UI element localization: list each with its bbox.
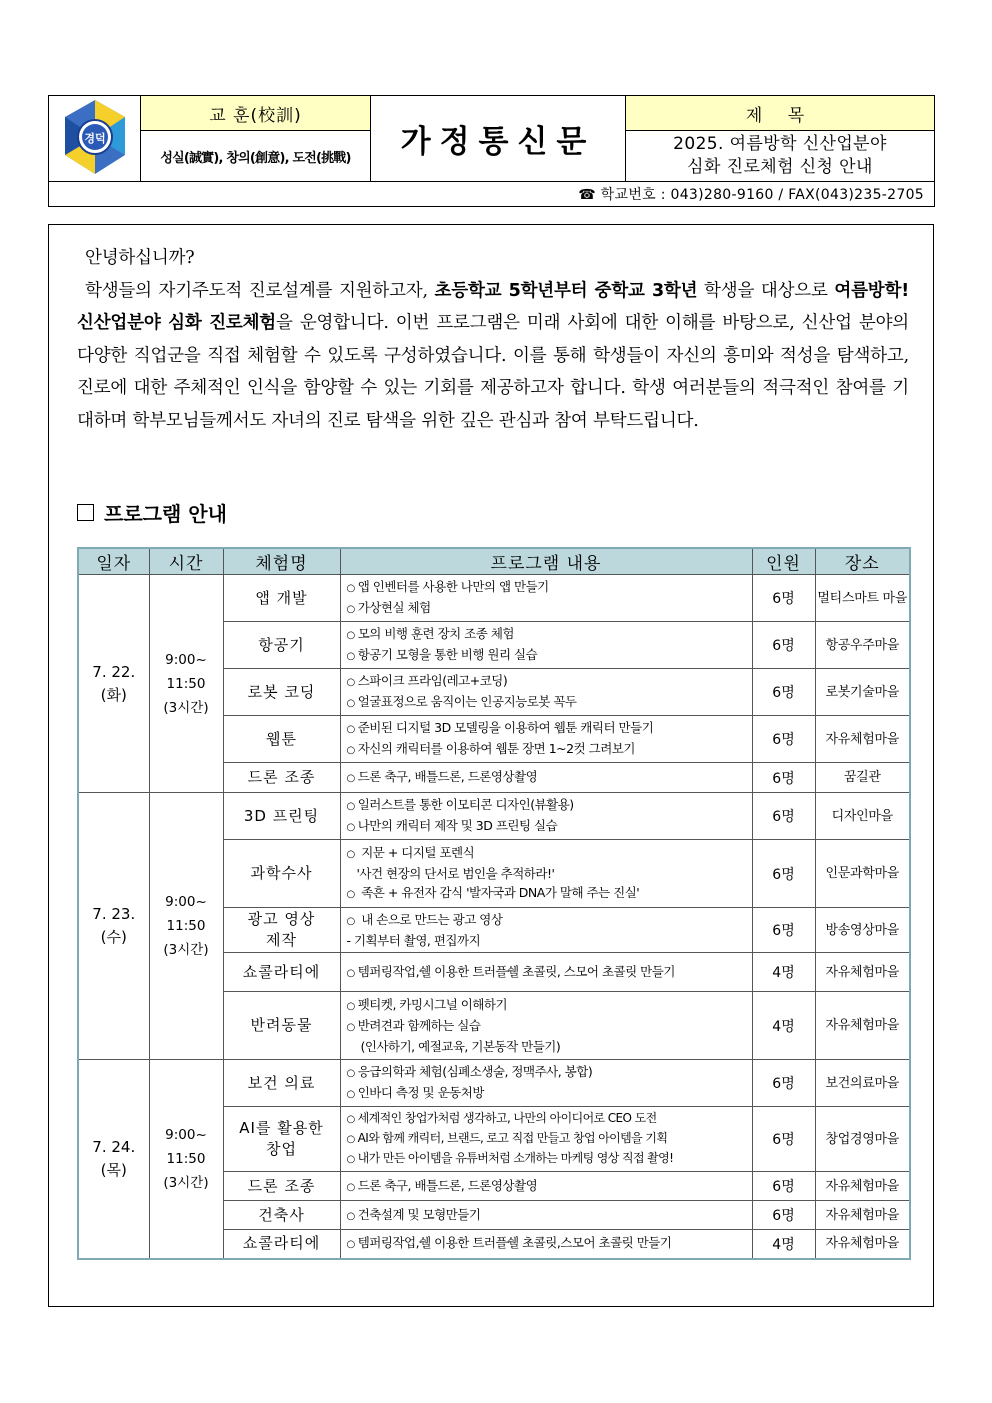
greeting: 안녕하십니까?	[85, 248, 195, 268]
place: 꿈길관	[815, 763, 910, 793]
checkbox-square-icon	[77, 504, 94, 521]
content-line: (인사하기, 예절교육, 기본동작 만들기)	[360, 1039, 561, 1054]
header-date: 일자	[78, 548, 149, 575]
logo-text: 경덕	[83, 131, 106, 145]
weekday: (목)	[100, 1160, 127, 1179]
place: 디자인마을	[815, 793, 910, 840]
capacity: 6명	[752, 763, 815, 793]
intro-bold-program: 여름방학! 신산업분야 심화 진로체험	[77, 280, 909, 333]
table-header-row	[78, 548, 910, 575]
place: 방송영상마을	[815, 908, 910, 953]
header	[48, 95, 934, 211]
content-line: 응급의학과 체험(심폐소생술, 정맥주사, 봉합)	[357, 1064, 593, 1079]
program-name-line: 창업	[266, 1140, 297, 1158]
program-table	[77, 547, 911, 1260]
program-content: ○ 펫티켓, 카밍시그널 이해하기 ○ 반려견과 함께하는 실습 (인사하기, 예절교육, 기본동작 만들기)	[340, 992, 752, 1060]
content-line: 드론 축구, 배틀드론, 드론영상촬영	[357, 769, 538, 784]
capacity: 6명	[752, 1060, 815, 1107]
place: 자유체험마을	[815, 992, 910, 1060]
capacity: 6명	[752, 669, 815, 716]
program-content: ○ 드론 축구, 배틀드론, 드론영상촬영	[340, 763, 752, 793]
program-name-line: 제작	[266, 931, 297, 949]
program-content: ○ 일러스트를 통한 이모티콘 디자인(뷰활용) ○ 나만의 캐릭터 제작 및 3D 프린팅 실습	[340, 793, 752, 840]
program-name: 웹툰	[223, 716, 340, 763]
time-start: 9:00~	[165, 894, 207, 910]
school-logo	[49, 96, 141, 182]
table-row	[78, 793, 910, 840]
content-line: AI와 함께 캐릭터, 브랜드, 로고 직접 만들고 창업 아이템을 기획	[357, 1131, 668, 1145]
table-row	[78, 575, 910, 622]
motto-title: 교 훈(校訓)	[141, 96, 371, 131]
school-phone	[49, 182, 935, 207]
program-name: 보건 의료	[223, 1060, 340, 1107]
place: 자유체험마을	[815, 953, 910, 992]
day-cell	[78, 793, 149, 1060]
program-content: ○ 지문 + 디지털 포렌식 '사건 현장의 단서로 범인을 추적하라!' ○ 족흔 + 유전자 감식 '발자국과 DNA가 말해 주는 진실'	[340, 840, 752, 908]
capacity: 4명	[752, 953, 815, 992]
content-line: '사건 현장의 단서로 범인을 추적하라!'	[356, 866, 555, 881]
time-end: 11:50	[166, 1150, 206, 1167]
capacity: 6명	[752, 622, 815, 669]
content-line: 지문 + 디지털 포렌식	[357, 845, 475, 860]
program-content: ○ 준비된 디지털 3D 모델링을 이용하여 웹툰 캐릭터 만들기 ○ 자신의 캐릭터를 이용하여 웹툰 장면 1~2컷 그려보기	[340, 716, 752, 763]
capacity: 6명	[752, 575, 815, 622]
date: 7. 23.	[92, 905, 136, 923]
capacity: 4명	[752, 1230, 815, 1259]
program-content: ○ 스파이크 프라임(레고+코딩) ○ 얼굴표정으로 움직이는 인공지능로봇 꼭두	[340, 669, 752, 716]
table-row	[78, 1060, 910, 1107]
content-line: 준비된 디지털 3D 모델링을 이용하여 웹툰 캐릭터 만들기	[357, 720, 654, 735]
capacity: 6명	[752, 1201, 815, 1230]
content-line: 스파이크 프라임(레고+코딩)	[357, 673, 508, 688]
content-line: 드론 축구, 배틀드론, 드론영상촬영	[357, 1177, 538, 1193]
date: 7. 24.	[92, 1137, 136, 1156]
time-duration: (3시간)	[163, 699, 209, 716]
section-heading	[77, 498, 227, 527]
time-cell	[149, 1060, 223, 1259]
program-name: 드론 조종	[223, 763, 340, 793]
capacity: 6명	[752, 908, 815, 953]
capacity: 6명	[752, 793, 815, 840]
place: 자유체험마을	[815, 1172, 910, 1201]
capacity: 6명	[752, 1107, 815, 1172]
intro-text-2: 학생을 대상으로	[697, 280, 835, 301]
content-line: 족흔 + 유전자 감식 '발자국과 DNA가 말해 주는 진실'	[357, 885, 640, 900]
program-name: 드론 조종	[223, 1172, 340, 1201]
school-logo-icon	[61, 98, 129, 176]
time-cell	[149, 575, 223, 793]
time-start: 9:00~	[165, 1126, 207, 1143]
program-name: 과학수사	[223, 840, 340, 908]
program-content: ○ 템퍼링작업,쉘 이용한 트러플쉘 초콜릿, 스모어 초콜릿 만들기	[340, 953, 752, 992]
intro-text-1: 학생들의 자기주도적 진로설계를 지원하고자,	[85, 280, 435, 301]
content-line: 모의 비행 훈련 장치 조종 체험	[357, 626, 515, 641]
program-content: ○ 템퍼링작업,쉘 이용한 트러플쉘 초콜릿,스모어 초콜릿 만들기	[340, 1230, 752, 1259]
day-cell	[78, 575, 149, 793]
capacity: 6명	[752, 716, 815, 763]
program-name: 쇼콜라티에	[223, 1230, 340, 1259]
letter-body	[48, 224, 934, 1307]
content-line: 반려견과 함께하는 실습	[357, 1018, 481, 1033]
time-start: 9:00~	[165, 651, 207, 668]
header-place: 장소	[815, 548, 910, 575]
place: 항공우주마을	[815, 622, 910, 669]
content-line: 인바디 측정 및 운동처방	[357, 1085, 484, 1100]
header-content: 프로그램 내용	[340, 548, 752, 575]
place: 창업경영마을	[815, 1107, 910, 1172]
content-line: 펫티켓, 카밍시그널 이해하기	[357, 997, 508, 1012]
program-name: 항공기	[223, 622, 340, 669]
program-content: ○ 내 손으로 만드는 광고 영상 - 기획부터 촬영, 편집까지	[340, 908, 752, 953]
intro-bold-target: 초등학교 5학년부터 중학교 3학년	[434, 280, 698, 301]
subject-title: 제 목	[626, 96, 935, 131]
program-name: 쇼콜라티에	[223, 953, 340, 992]
program-content: ○ 앱 인벤터를 사용한 나만의 앱 만들기 ○ 가상현실 체험	[340, 575, 752, 622]
section-title: 프로그램 안내	[104, 502, 227, 526]
header-count: 인원	[752, 548, 815, 575]
place: 자유체험마을	[815, 716, 910, 763]
day-cell	[78, 1060, 149, 1259]
time-end: 11:50	[166, 918, 206, 934]
content-line: 세계적인 창업가처럼 생각하고, 나만의 아이디어로 CEO 도전	[357, 1111, 657, 1125]
content-line: - 기획부터 촬영, 편집까지	[346, 933, 481, 948]
time-end: 11:50	[166, 675, 206, 692]
intro-text-3: 을 운영합니다. 이번 프로그램은 미래 사회에 대한 이해를 바탕으로, 신산업 분야의 다양한 직업군을 직접 체험할 수 있도록 구성하였습니다. 이를 통해 학생들이 자신의 흥미와 적성을 탐색하고, 진로에 대한 주체적인 인식을 함양할 수 있는 기회를 제공하고자 합니다. 학생 여러분들의 적극적인 참여를 기대하며 학부모님들께서도 자녀의 진로 탐색을 위한 깊은 관심과 참여 부탁드립니다.	[77, 313, 909, 431]
place: 자유체험마을	[815, 1230, 910, 1259]
content-line: 나만의 캐릭터 제작 및 3D 프린팅 실습	[357, 818, 558, 833]
time-duration: (3시간)	[163, 1174, 209, 1191]
program-name: 앱 개발	[223, 575, 340, 622]
program-content: ○ 드론 축구, 배틀드론, 드론영상촬영	[340, 1172, 752, 1201]
program-content: ○ 모의 비행 훈련 장치 조종 체험 ○ 항공기 모형을 통한 비행 원리 실습	[340, 622, 752, 669]
capacity: 6명	[752, 1172, 815, 1201]
intro-text	[77, 242, 909, 437]
place: 보건의료마을	[815, 1060, 910, 1107]
content-line: 가상현실 체험	[357, 600, 431, 615]
date: 7. 22.	[92, 662, 136, 681]
content-line: 항공기 모형을 통한 비행 원리 실습	[357, 647, 538, 662]
content-line: 내가 만든 아이템을 유튜버처럼 소개하는 마케팅 영상 직접 촬영!	[357, 1151, 674, 1165]
intro-paragraph	[77, 275, 909, 438]
place: 멀티스마트 마을	[815, 575, 910, 622]
program-name-line: AI를 활용한	[239, 1119, 324, 1137]
place: 로봇기술마을	[815, 669, 910, 716]
subject-line-1: 2025. 여름방학 신산업분야	[673, 134, 887, 154]
subject-line-2: 심화 진로체험 신청 안내	[687, 157, 873, 177]
school-motto: 성실(誠實), 창의(創意), 도전(挑戰)	[141, 131, 371, 182]
program-name	[223, 1107, 340, 1172]
capacity: 6명	[752, 840, 815, 908]
content-line: 내 손으로 만드는 광고 영상	[357, 912, 503, 927]
place: 자유체험마을	[815, 1201, 910, 1230]
program-content: ○ 응급의학과 체험(심폐소생술, 정맥주사, 봉합) ○ 인바디 측정 및 운동처방	[340, 1060, 752, 1107]
program-name: 로봇 코딩	[223, 669, 340, 716]
capacity: 4명	[752, 992, 815, 1060]
content-line: 건축설계 및 모형만들기	[357, 1206, 481, 1222]
content-line: 템퍼링작업,쉘 이용한 트러플쉘 초콜릿,스모어 초콜릿 만들기	[357, 1235, 672, 1251]
program-name: 건축사	[223, 1201, 340, 1230]
weekday: (화)	[100, 685, 127, 704]
place: 인문과학마을	[815, 840, 910, 908]
document-title: 가정통신문	[371, 96, 626, 182]
content-line: 앱 인벤터를 사용한 나만의 앱 만들기	[357, 579, 549, 594]
program-name: 반려동물	[223, 992, 340, 1060]
header-name: 체험명	[223, 548, 340, 575]
header-time: 시간	[149, 548, 223, 575]
time-cell	[149, 793, 223, 1060]
program-name-line: 광고 영상	[247, 910, 316, 928]
program-name: 3D 프린팅	[223, 793, 340, 840]
phone-label: ☎ 학교번호 :	[578, 187, 671, 203]
weekday: (수)	[100, 928, 127, 946]
program-content: ○ 건축설계 및 모형만들기	[340, 1201, 752, 1230]
program-content: ○ 세계적인 창업가처럼 생각하고, 나만의 아이디어로 CEO 도전 ○ AI와 함께 캐릭터, 브랜드, 로고 직접 만들고 창업 아이템을 기획 ○ 내가 만든 아이템을 유튜버처럼 소개하는 마케팅 영상 직접 촬영!	[340, 1107, 752, 1172]
content-line: 자신의 캐릭터를 이용하여 웹툰 장면 1~2컷 그려보기	[357, 741, 635, 756]
content-line: 얼굴표정으로 움직이는 인공지능로봇 꼭두	[357, 694, 577, 709]
time-duration: (3시간)	[163, 942, 209, 958]
subject-text	[626, 131, 935, 182]
program-name	[223, 908, 340, 953]
content-line: 템퍼링작업,쉘 이용한 트러플쉘 초콜릿, 스모어 초콜릿 만들기	[357, 963, 675, 979]
phone-number: 043)280-9160 / FAX(043)235-2705	[670, 187, 924, 203]
content-line: 일러스트를 통한 이모티콘 디자인(뷰활용)	[357, 797, 574, 812]
